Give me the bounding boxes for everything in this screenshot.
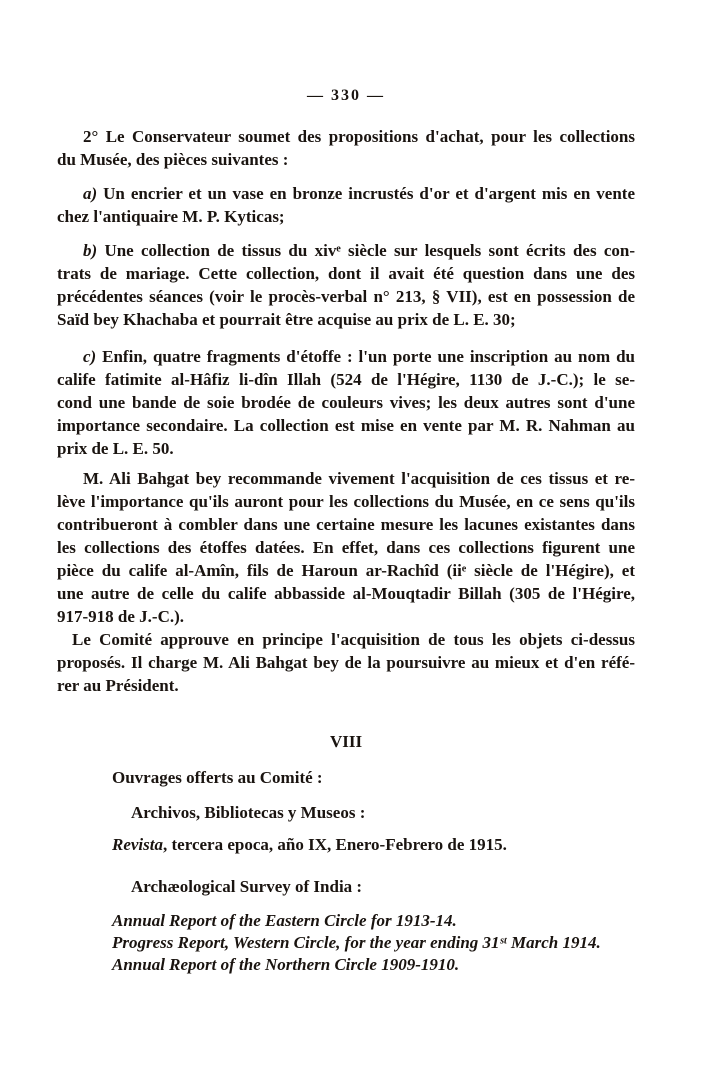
paragraph-item-b [57, 239, 635, 331]
section-viii-heading: VIII [329, 732, 363, 751]
paragraph-item-a [57, 182, 635, 228]
text-line: précédentes séances (voir le procès-verbal n° 213, § VII), est en possession de [57, 287, 635, 306]
paragraph-resolution [57, 125, 635, 171]
text-line: cond une bande de soie brodée de couleurs vives; les deux autres sont d'une [57, 393, 635, 412]
text-line: calife fatimite al-Hâfiz li-dîn Illah (524 de l'Hégire, 1130 de J.-C.); le se- [57, 370, 635, 389]
text-line: importance secondaire. La collection est mise en vente par M. R. Nahman au [57, 416, 635, 435]
asi-report-list [57, 910, 635, 976]
text-line: rer au Président. [57, 676, 179, 695]
paragraph-bahgat-recommendation [57, 467, 635, 628]
ouvrages-offerts-line: Ouvrages offerts au Comité : [112, 768, 323, 787]
asi-report-eastern-circle: Annual Report of the Eastern Circle for 1913-14. [112, 911, 457, 930]
paragraph-comite-approval [57, 628, 635, 697]
text-line: 917-918 de J.-C.). [57, 607, 185, 626]
revista-title: Revista [112, 835, 163, 854]
text-line: lève l'importance qu'ils auront pour les collections du Musée, en ce sens qu'ils [57, 492, 635, 511]
revista-line [57, 833, 635, 856]
asi-report-northern-circle: Annual Report of the Northern Circle 1909-1910. [112, 955, 460, 974]
text-line: pièce du calife al-Amîn, fils de Haroun ar-Rachîd (iiᵉ siècle de l'Hégire), et [57, 561, 635, 580]
text-line: du Musée, des pièces suivantes : [57, 150, 289, 169]
text-line: Le Comité approuve en principe l'acquisition de tous les objets ci-dessus [72, 630, 635, 649]
text-line: c) Enfin, quatre fragments d'étoffe : l'un porte une inscription au nom du [83, 347, 635, 366]
text-line: M. Ali Bahgat bey recommande vivement l'acquisition de ces tissus et re- [83, 469, 635, 488]
text-line: 2° Le Conservateur soumet des propositions d'achat, pour les collections [83, 127, 635, 146]
text-line: trats de mariage. Cette collection, dont il avait été question dans une des [57, 264, 635, 283]
text-line: une autre de celle du calife abbasside al-Mouqtadir Billah (305 de l'Hégire, [57, 584, 635, 603]
revista-details: , tercera epoca, año IX, Enero-Febrero de 1915. [163, 835, 507, 854]
page-number: — 330 — [307, 87, 385, 104]
text-line: chez l'antiquaire M. P. Kyticas; [57, 207, 285, 226]
text-line: b) Une collection de tissus du xivᵉ siècle sur lesquels sont écrits des con- [83, 241, 635, 260]
asi-report-western-circle: Progress Report, Western Circle, for the year ending 31ˢᵗ March 1914. [112, 933, 601, 952]
text-line: Saïd bey Khachaba et pourrait être acquise au prix de L. E. 30; [57, 310, 516, 329]
text-line: a) Un encrier et un vase en bronze incrustés d'or et d'argent mis en vente [83, 184, 635, 203]
text-line: contribueront à combler dans une certaine mesure les lacunes existantes dans [57, 515, 635, 534]
text-line: prix de L. E. 50. [57, 439, 174, 458]
text-line: les collections des étoffes datées. En effet, dans ces collections figurent une [57, 538, 635, 557]
paragraph-item-c [57, 345, 635, 460]
text-line: proposés. Il charge M. Ali Bahgat bey de la poursuivre au mieux et d'en réfé- [57, 653, 635, 672]
archivos-heading: Archivos, Bibliotecas y Museos : [131, 803, 366, 822]
archaeological-survey-heading: Archæological Survey of India : [131, 877, 363, 896]
